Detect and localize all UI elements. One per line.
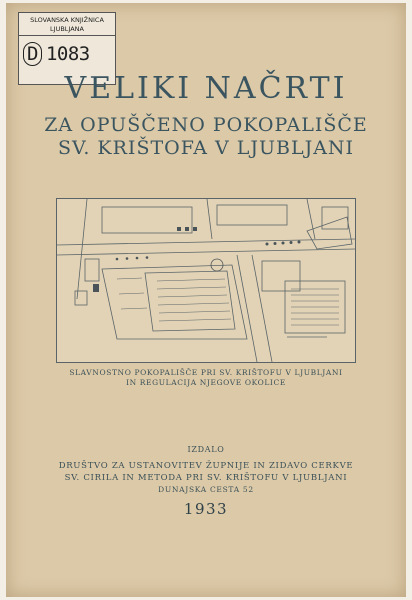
- call-number-digits: 1083: [45, 43, 90, 65]
- publisher-line-1: DRUŠTVO ZA USTANOVITEV ŽUPNIJE IN ZIDAVO CERKVE: [58, 461, 354, 471]
- site-plan-drawing: [57, 199, 355, 362]
- document-page: [6, 3, 406, 597]
- road: [57, 249, 355, 255]
- call-number-prefix: D: [23, 42, 42, 66]
- subtitle-line-2: SV. KRIŠTOFA V LJUBLJANI: [57, 137, 355, 159]
- road: [207, 199, 212, 239]
- publication-year: 1933: [183, 500, 229, 518]
- road: [237, 255, 257, 362]
- plan-caption-line-2: IN REGULACIJA NJEGOVE OKOLICE: [126, 378, 286, 387]
- publisher-label: IZDALO: [187, 445, 225, 454]
- road: [57, 239, 355, 245]
- subtitle-line-1: ZA OPUŠČENO POKOPALIŠČE: [44, 114, 368, 136]
- plan-caption-line-1: SLAVNOSTNO POKOPALIŠČE PRI SV. KRIŠTOFU V LJUBLJANI: [69, 368, 343, 377]
- site-plan: [56, 198, 356, 363]
- library-city: LJUBLJANA: [50, 25, 84, 33]
- publisher-line-2: SV. CIRILA IN METODA PRI SV. KRIŠTOFU V LJUBLJANI: [64, 473, 348, 483]
- road: [77, 199, 87, 299]
- library-name: SLOVANSKA KNJIŽNICA: [30, 16, 104, 24]
- main-title: VELIKI NAČRTI: [64, 71, 348, 106]
- library-label-header: [19, 13, 115, 36]
- call-number: [23, 42, 90, 66]
- publisher-address: DUNAJSKA CESTA 52: [158, 485, 254, 494]
